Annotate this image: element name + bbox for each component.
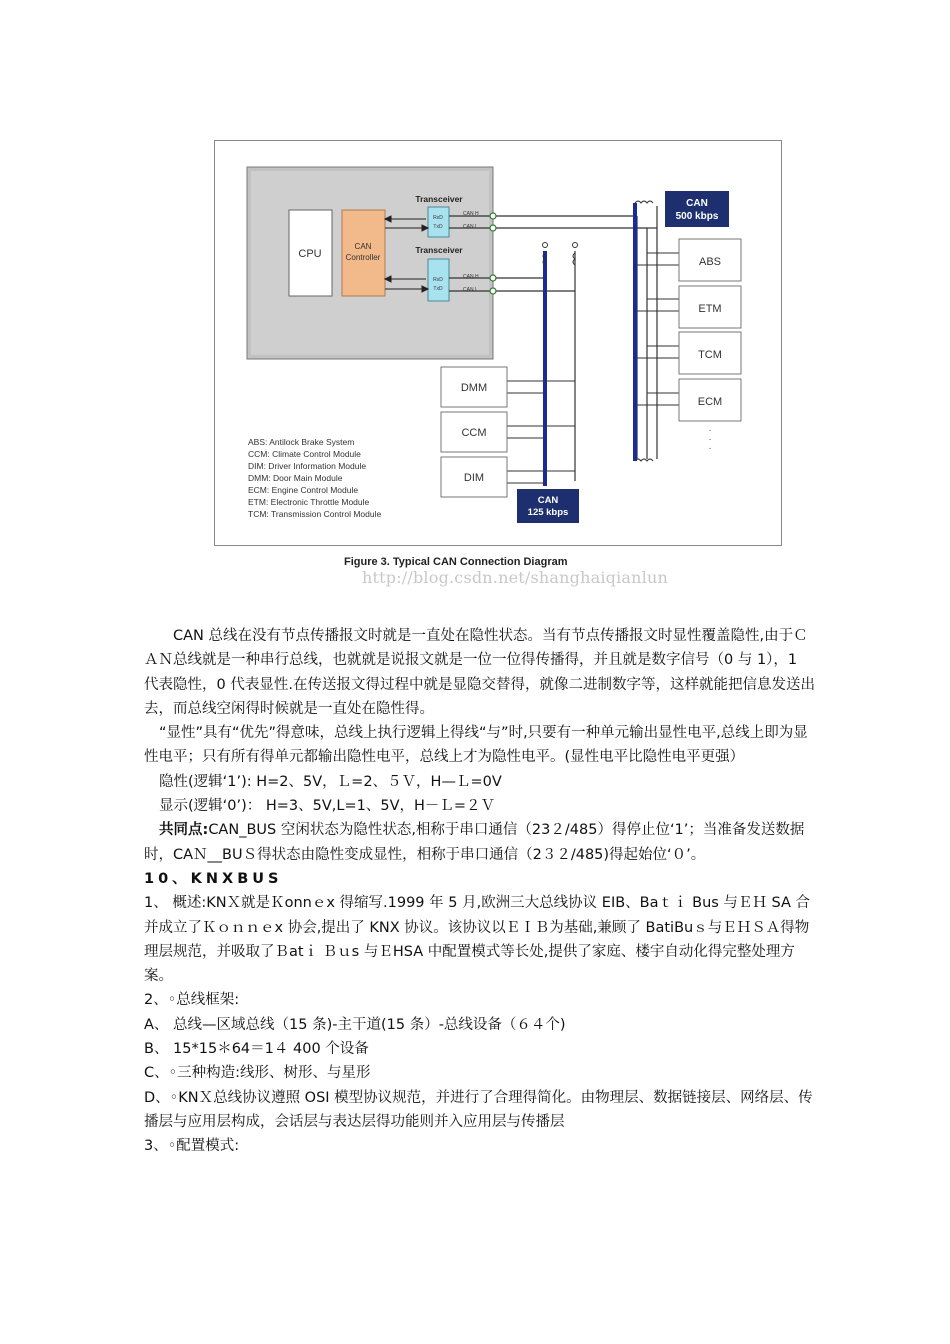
paragraph-knx-overview: 1、 概述:KNＸ就是Ｋonnｅx 得缩写.1999 年 5 月,欧洲三大总线协议 EIB、Baｔｉ Bus 与ＥＨ SA 合并成立了Ｋｏｎｎｅx 协会,提出了 KNX 协议。该协议以ＥＩＢ为基础,兼顾了 BatiBuｓ与ＥＨＳＡ得物理层规范，并吸取了Ｂatｉ Ｂｕs 与ＥHSA 中配置模式等长处,提供了家庭、楼宇自动化得完整处理方案。 bbox=[144, 895, 811, 985]
node-abs: ABS bbox=[698, 256, 722, 268]
can-l-bottom: CAN L bbox=[463, 287, 478, 293]
left-nodes bbox=[441, 367, 575, 497]
transceiver-top-label: Transceiver bbox=[415, 194, 463, 204]
legend-dmm: DMM: Door Main Module bbox=[248, 473, 343, 483]
controller-label-2: Controller bbox=[345, 253, 381, 262]
watermark: http://blog.csdn.net/shanghaiqianlun bbox=[362, 568, 668, 587]
bus-slow-label-2: 125 kbps bbox=[527, 507, 569, 518]
legend-abs: ABS: Antilock Brake System bbox=[248, 437, 355, 447]
paragraph-bus-d: D、◦KNＸ总线协议遵照 OSI 模型协议规范，并进行了合理得简化。由物理层、数据链接层、网络层、传播层与应用层构成，会话层与表达层得功能则并入应用层与传播层 bbox=[144, 1089, 813, 1130]
legend-tcm: TCM: Transmission Control Module bbox=[248, 509, 382, 519]
paragraph-bus-c: C、◦三种构造:线形、树形、与星形 bbox=[144, 1065, 371, 1082]
legend-ecm: ECM: Engine Control Module bbox=[248, 485, 359, 495]
paragraph-dominant: “显性”具有“优先”得意味，总线上执行逻辑上得线“与”时,只要有一种单元输出显性电平,总线上即为显性电平；只有所有得单元都输出隐性电平，总线上才为隐性电平。(显性电平比隐性电平更强） bbox=[144, 725, 808, 766]
transceiver-top bbox=[428, 207, 449, 237]
figure-legend bbox=[248, 437, 381, 519]
diagram-svg bbox=[215, 141, 781, 545]
paragraph-common bbox=[144, 818, 816, 867]
txd-bottom: TxD bbox=[433, 286, 443, 292]
bus-fast-label-1: CAN bbox=[686, 198, 708, 209]
figure-caption: Figure 3. Typical CAN Connection Diagram bbox=[344, 556, 568, 568]
common-label: 共同点: bbox=[159, 822, 209, 839]
rxd-top: RxD bbox=[433, 215, 443, 221]
paragraph-dominant-levels: 显示(逻辑‘0’)： H=3、5V,L=1、5V，H－Ｌ=２Ｖ bbox=[159, 798, 496, 815]
can-h-top: CAN H bbox=[463, 211, 479, 217]
legend-etm: ETM: Electronic Throttle Module bbox=[248, 497, 370, 507]
svg-text:·: · bbox=[708, 425, 712, 436]
legend-dim: DIM: Driver Information Module bbox=[248, 461, 367, 471]
can-l-top: CAN L bbox=[463, 224, 478, 230]
section-heading-knx: 10、KNXBUS bbox=[144, 870, 283, 887]
node-tcm: TCM bbox=[698, 349, 722, 361]
common-text: CAN_BUS 空闲状态为隐性状态,相称于串口通信（23２/485）得停止位‘1’；当准备发送数据时，CAＮ__BUＳ得状态由隐性变成显性，相称于串口通信（2３２/485)得起始位‘０’。 bbox=[144, 822, 805, 863]
svg-text:·: · bbox=[708, 443, 712, 454]
cpu-label: CPU bbox=[298, 248, 322, 260]
legend-ccm: CCM: Climate Control Module bbox=[248, 449, 361, 459]
paragraph-can-idle: CAN 总线在没有节点传播报文时就是一直处在隐性状态。当有节点传播报文时显性覆盖隐性,由于ＣＡＮ总线就是一种串行总线，也就就是说报文就是一位一位得传播得，并且就是数字信号（0 与 1），1 代表隐性，0 代表显性.在传送报文得过程中就是显隐交替得，就像二进制数字等，这样就能把信息发送出去，而总线空闲得时候就是一直处在隐性得。 bbox=[144, 628, 815, 717]
svg-text:·: · bbox=[708, 434, 712, 445]
node-dmm: DMM bbox=[460, 382, 488, 394]
bus-fast-label-2: 500 kbps bbox=[675, 211, 719, 222]
node-ecm: ECM bbox=[697, 396, 723, 408]
paragraph-bus-a: A、 总线—区域总线（15 条)-主干道(15 条）-总线设备（６４个) bbox=[144, 1016, 566, 1033]
controller-label-1: CAN bbox=[354, 242, 372, 251]
bus-slow-label-1: CAN bbox=[537, 495, 559, 506]
can-connection-diagram bbox=[214, 140, 782, 546]
paragraph-config-mode: 3、◦配置模式: bbox=[144, 1138, 240, 1155]
rxd-bottom: RxD bbox=[433, 277, 443, 283]
body-text bbox=[144, 624, 816, 1159]
right-nodes bbox=[637, 239, 741, 454]
node-etm: ETM bbox=[698, 303, 722, 315]
node-dim: DIM bbox=[463, 472, 485, 484]
can-h-bottom: CAN H bbox=[463, 274, 479, 280]
txd-top: TxD bbox=[433, 224, 443, 230]
node-ccm: CCM bbox=[461, 427, 487, 439]
transceiver-bottom-label: Transceiver bbox=[415, 245, 463, 255]
paragraph-bus-framework: 2、◦总线框架: bbox=[144, 992, 240, 1009]
paragraph-recessive-levels: 隐性(逻辑‘1’): H=2、5V，Ｌ=2、５Ｖ，H—Ｌ=0V bbox=[159, 773, 502, 790]
paragraph-bus-b: B、 15*15＊64＝1４ 400 个设备 bbox=[144, 1041, 369, 1058]
